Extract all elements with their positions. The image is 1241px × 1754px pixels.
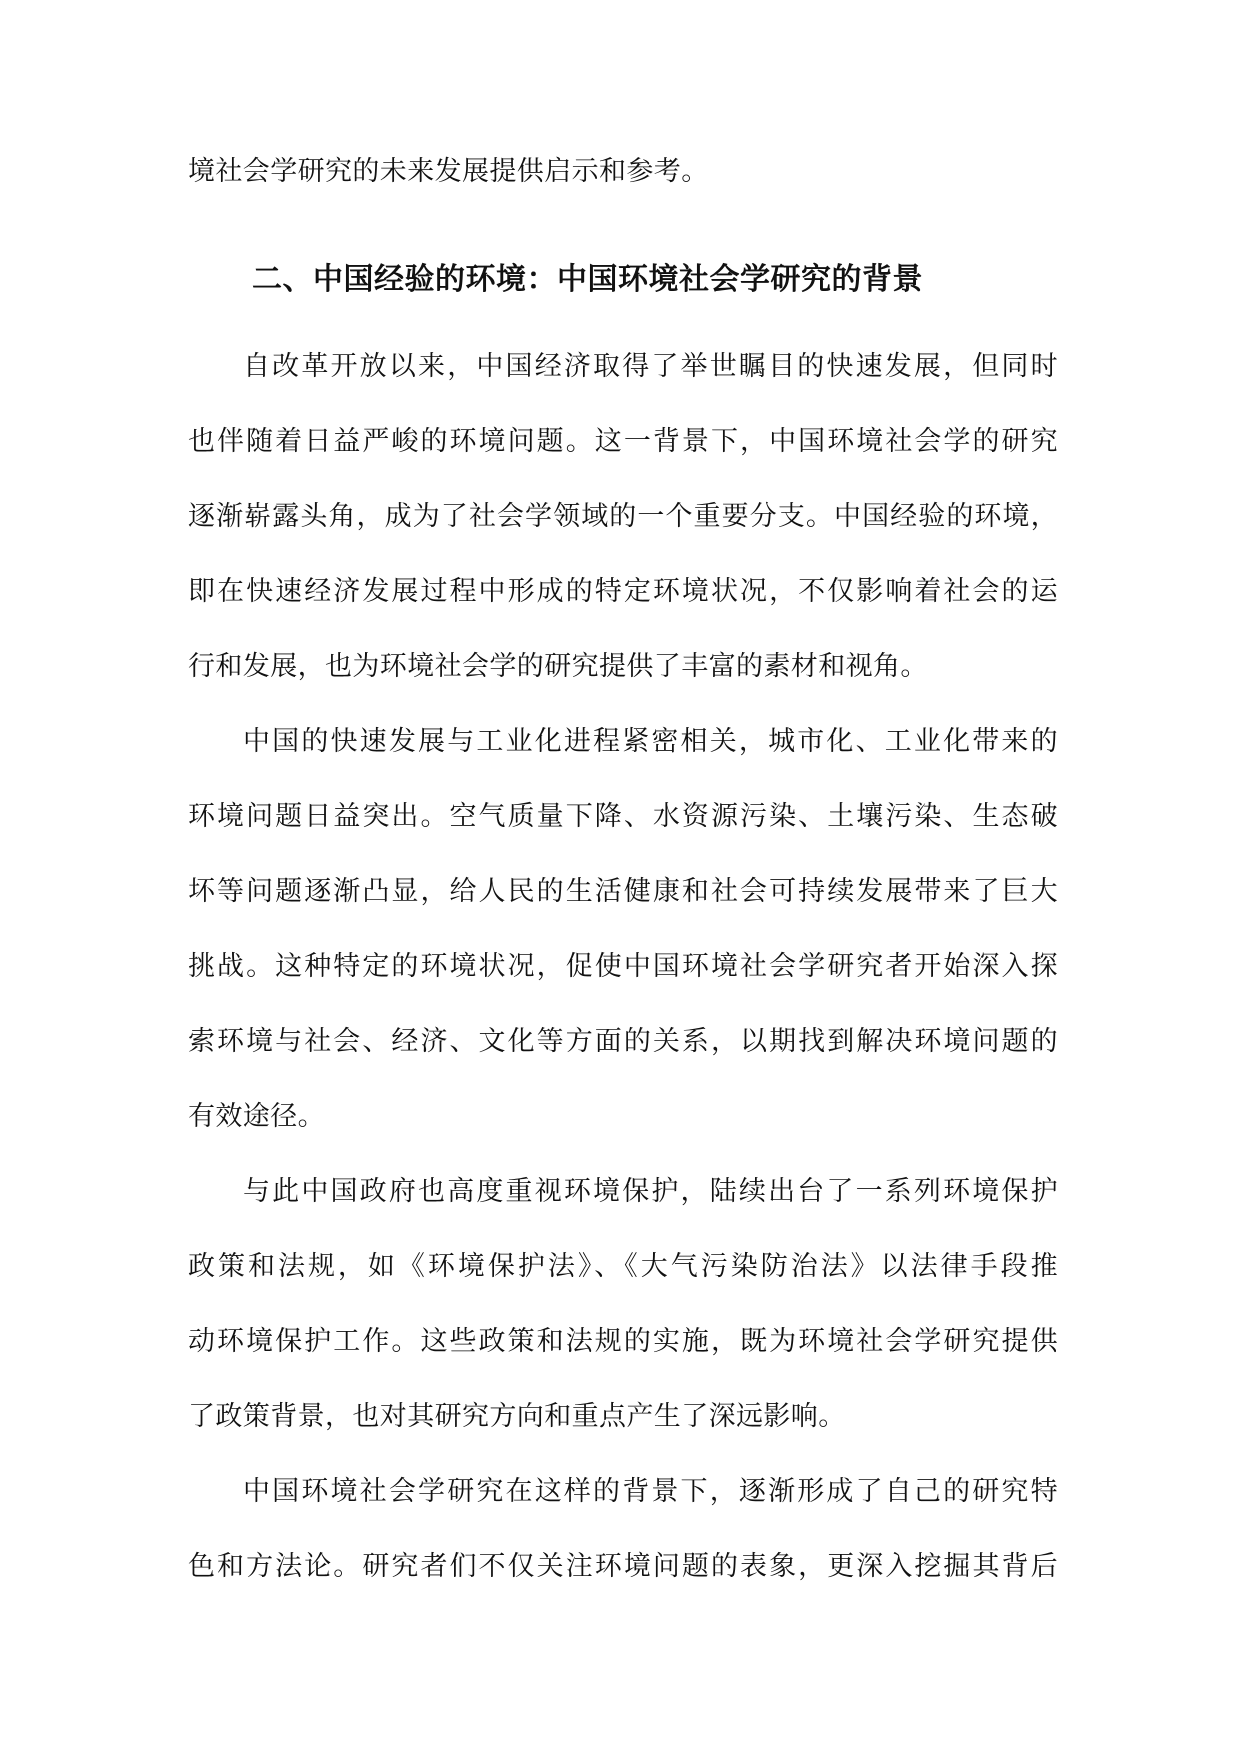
paragraph-1-line-1: 自改革开放以来，中国经济取得了举世瞩目的快速发展，但同时 — [243, 351, 1058, 382]
paragraph-2-line-4: 挑战。这种特定的环境状况，促使中国环境社会学研究者开始深入探 — [188, 951, 1058, 982]
paragraph-1-line-5: 行和发展，也为环境社会学的研究提供了丰富的素材和视角。 — [188, 651, 928, 682]
paragraph-1-line-3: 逐渐崭露头角，成为了社会学领域的一个重要分支。中国经验的环境， — [188, 501, 1058, 532]
section-heading: 二、中国经验的环境：中国环境社会学研究的背景 — [252, 262, 923, 297]
paragraph-3-line-3: 动环境保护工作。这些政策和法规的实施，既为环境社会学研究提供 — [188, 1326, 1058, 1357]
paragraph-2-line-6: 有效途径。 — [188, 1101, 325, 1132]
paragraph-3-line-2: 政策和法规，如《环境保护法》、《大气污染防治法》以法律手段推 — [188, 1251, 1058, 1282]
paragraph-2-line-5: 索环境与社会、经济、文化等方面的关系，以期找到解决环境问题的 — [188, 1026, 1058, 1057]
continuation-line: 境社会学研究的未来发展提供启示和参考。 — [188, 156, 709, 187]
paragraph-3-line-1: 与此中国政府也高度重视环境保护，陆续出台了一系列环境保护 — [243, 1176, 1058, 1207]
paragraph-4-line-1: 中国环境社会学研究在这样的背景下，逐渐形成了自己的研究特 — [243, 1476, 1058, 1507]
paragraph-1-line-2: 也伴随着日益严峻的环境问题。这一背景下，中国环境社会学的研究 — [188, 426, 1058, 457]
paragraph-3-line-4: 了政策背景，也对其研究方向和重点产生了深远影响。 — [188, 1401, 846, 1432]
paragraph-2-line-3: 坏等问题逐渐凸显，给人民的生活健康和社会可持续发展带来了巨大 — [188, 876, 1058, 907]
paragraph-2-line-1: 中国的快速发展与工业化进程紧密相关，城市化、工业化带来的 — [243, 726, 1058, 757]
paragraph-1-line-4: 即在快速经济发展过程中形成的特定环境状况，不仅影响着社会的运 — [188, 576, 1058, 607]
paragraph-2-line-2: 环境问题日益突出。空气质量下降、水资源污染、土壤污染、生态破 — [188, 801, 1058, 832]
paragraph-4-line-2: 色和方法论。研究者们不仅关注环境问题的表象，更深入挖掘其背后 — [188, 1551, 1058, 1582]
